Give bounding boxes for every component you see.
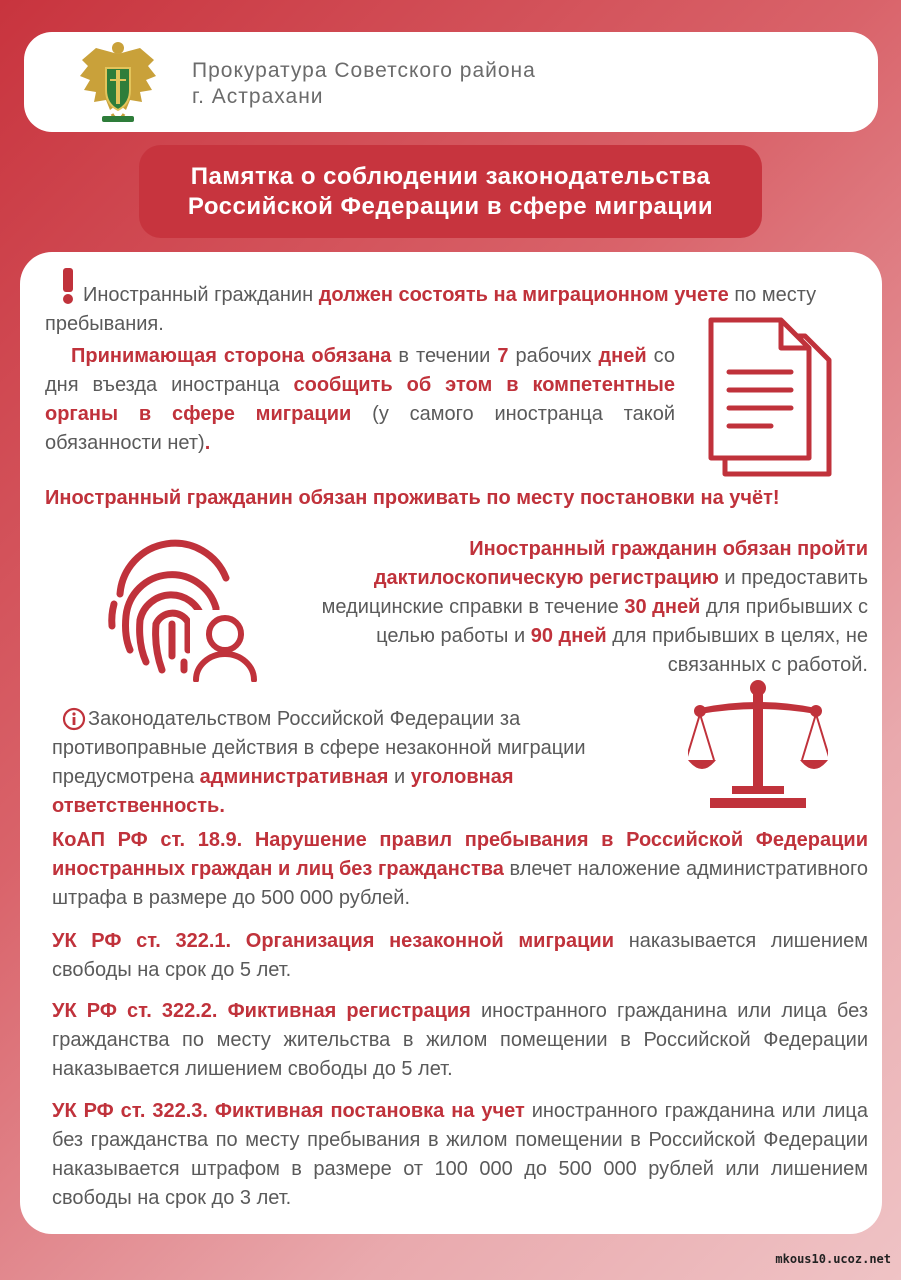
title-line-1: Памятка о соблюдении законодательства [190,162,711,190]
watermark: mkous10.ucoz.net [775,1252,891,1266]
paragraph-host-duty: Принимающая сторона обязана в течении 7 рабочих дней со дня въезда иностранца сообщить об этом в компетентные органы в сфере миграции (у самого иностранца такой обязанности нет). [45,345,676,454]
article-uk-322-2: УК РФ ст. 322.2. Фиктивная регистрация иностранного гражданина или лица без гражданства по месту жительства в жилом помещении в Российской Федерации наказывается лишением свободы до 5 лет. [52,1000,869,1080]
user-icon [190,610,260,682]
title-banner [139,145,762,238]
org-line-2: г. Астрахани [192,85,324,108]
header-card [24,32,878,132]
emblem-icon [76,40,160,128]
article-uk-322-1: УК РФ ст. 322.1. Организация незаконной миграции наказывается лишением свободы на срок до 5 лет. [52,930,868,981]
scales-icon [688,678,828,812]
paragraph-liability: Законодательством Российской Федерации за противоправные действия в сфере незаконной миграции предусмотрена административная и уголовная ответственность. [52,708,586,817]
organization-name [192,58,536,110]
residence-statement: Иностранный гражданин обязан проживать по месту постановки на учёт! [45,487,780,509]
title-line-2: Российской Федерации в сфере миграции [187,192,714,220]
org-line-1: Прокуратура Советского района [192,59,536,82]
article-uk-322-3: УК РФ ст. 322.3. Фиктивная постановка на учет иностранного гражданина или лица без гражданства по месту пребывания в жилом помещении в Российской Федерации наказывается штрафом в размере от 100 000 до 500 000 рублей или лишением свободы на срок до 3 лет. [52,1100,868,1209]
document-icon [705,316,835,478]
paragraph-registration: Иностранный гражданин должен состоять на миграционном учете по месту пребывания. [45,284,817,335]
paragraph-fingerprinting: Иностранный гражданин обязан пройти дактилоскопическую регистрацию и предоставить медицинские справки в течение 30 дней для прибывших с целью работы и 90 дней для прибывших в целях, не связанных с работой. [321,538,868,676]
article-koap-18-9: КоАП РФ ст. 18.9. Нарушение правил пребывания в Российской Федерации иностранных граждан и лиц без гражданства влечет наложение административного штрафа в размере до 500 000 рублей. [52,829,868,909]
